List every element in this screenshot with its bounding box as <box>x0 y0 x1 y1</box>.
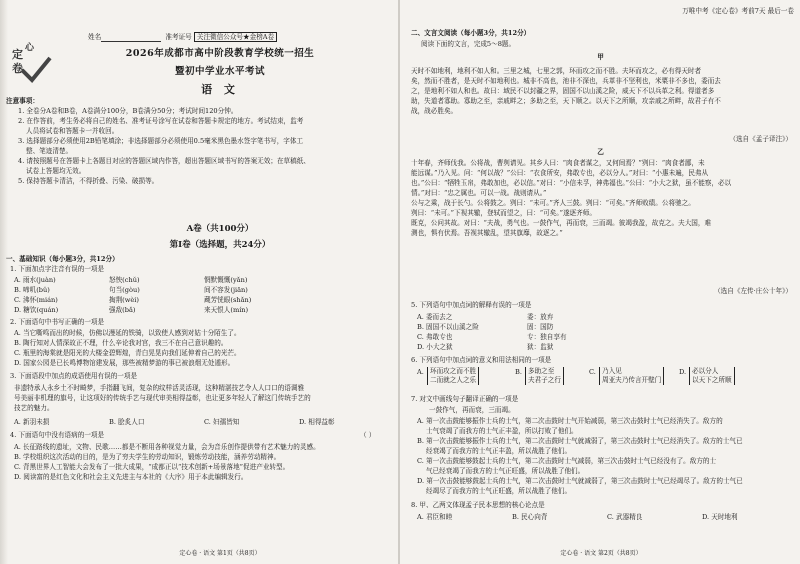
question-stem: 8. 甲、乙两文体现孟子民本思想的核心论点是 <box>411 501 545 509</box>
id-label: 准考证号 <box>165 33 192 41</box>
option: 经衰竭了而我方的士气正丰盈，所以战胜了他们。 <box>426 447 572 455</box>
q2-options <box>14 328 394 368</box>
notice-item: 整、笔迹清楚。 <box>26 147 73 155</box>
page-footer: 定心卷 · 语文 第1页（共8页） <box>179 550 261 557</box>
option: D. 国家公园是已长鸣博物馆建发展，那些被精梦游的事已被浪烟无处遁形。 <box>14 359 235 367</box>
notice-title: 注意事项： <box>6 97 39 105</box>
exam-title-line2: 暨初中学业水平考试 <box>174 66 265 77</box>
option: B. 第一次击鼓能够振作士兵的士气，第二次击鼓时士气就减弱了，第三次击鼓时士气已经消失了。敌方的士气已 <box>417 437 743 445</box>
passage-line: 矣，然而不胜者，是天时不如地利也。城非不高也，池非不深也，兵革非不坚利也，米粟非不多也，委而去 <box>411 77 721 85</box>
q1-row: C. 沸怀(mián) 掏荆(wèi) 蔵芳恍眼(shǎn) <box>14 296 252 304</box>
option: C. 背黑世界人工智能大会发布了一批大成果，“成都正以“技术创新+场景落地”促进产业转型。 <box>14 463 290 471</box>
option: C. 瓶里的海棠就是阳光的大楼金碧辉煌，青白晃晃向我们延伸着自己的光芒。 <box>14 349 241 357</box>
subject-title: 语 文 <box>201 83 239 96</box>
passage-line: 技艺的魅力。 <box>14 404 54 412</box>
instruction-text: 阅读下面的文言，完成5～8题。 <box>421 40 516 48</box>
question-stem: 7. 对文中画线句子翻译正确的一项是 <box>411 395 519 403</box>
notice-list <box>18 106 394 186</box>
right-page <box>401 0 800 564</box>
passage-line: 十年春，齐师伐我。公将战，曹刿请见。其乡人曰：“肉食者谋之，又何间焉？”刿曰：“肉食者鄙，未 <box>411 159 705 167</box>
notice-item: 试卷上答题均无效。 <box>26 167 86 175</box>
passage-source: （选自《左传·庄公十年》） <box>714 287 792 295</box>
q6-options: A. 环而攻之而不胜 二而就之人之乐 B. 多助之至 夫君子之行 C. 乃入见 周亚夫乃传言开壁门 D. 必以分人 以天下之所顺 <box>417 367 797 389</box>
passage-line: 非遗特承人永乡土不时畸梦，手指翻飞间，复杂的纹样活灵活现，这种精湛技艺令人人口口的语调雅 <box>14 384 305 392</box>
question-stem: 3. 下面语段中加点的成语使用有误的一项是 <box>10 372 138 380</box>
q5-row: C. 弗敢专也 专：独自享有 <box>417 333 567 341</box>
option: A. 长征路线的遗址，文物、民歌……都是不断用各种视觉力量，会为音乐创作提供带有艺术魅力的灵感。 <box>14 443 320 451</box>
option: B. 学校组织这次活动的目的，是为了穷夫学生的劳动知识，锻炼劳动技能，涵养劳动精神。 <box>14 453 281 461</box>
passage-line: 也。”公曰：“牺牲玉帛，弗敢加也，必以信。”对曰：“小信未孚，神弗福也。”公曰：“小大之狱，虽不能察，必以 <box>411 179 732 187</box>
question-stem: 1. 下面加点字注音有误的一项是 <box>10 265 105 273</box>
passage-source: （选自《孟子译注》） <box>729 135 792 143</box>
passage-jia <box>411 66 796 116</box>
option: 气已经衰竭了而我方的士气正旺盛，所以战胜了他们。 <box>426 467 585 475</box>
question-stem: 6. 下列语句中加点词的意义和用法相同的一项是 <box>411 356 552 364</box>
section-title: 一、基础知识（每小题3分，共12分） <box>6 255 119 263</box>
q3-passage <box>14 383 394 413</box>
q1-options <box>14 275 394 315</box>
passage-line: 助，失道者寡助。寡助之至，亲戚畔之；多助之至，天下顺之。以天下之所顺，攻亲戚之所畔，故君子有不 <box>411 97 721 105</box>
notice-item: 5. 保持答题卡清洁，不得折叠、污染、破损等。 <box>18 177 159 185</box>
q5-row: B. 固国不以山溪之险 固：国防 <box>417 323 554 331</box>
question-stem: 5. 下列语句中加点词的解释有误的一项是 <box>411 301 532 309</box>
svg-text:卷: 卷 <box>12 62 23 75</box>
passage-line: 号美丽非机理的旗号，让这项好的传统手艺与现代审美相得益彰，也让更多年轻人了解这门传统手艺的 <box>14 394 311 402</box>
passage-yi <box>411 158 796 238</box>
answer-paren: （ ） <box>360 431 376 439</box>
header-fields <box>88 32 277 42</box>
option: C. 第一次击鼓能够鼓起士兵的士气，第二次击鼓时士气减弱，第三次击鼓时士气已经没有了。敌方的士 <box>417 457 717 465</box>
page-divider <box>398 0 400 564</box>
exam-title-line1: 2026年成都市高中阶段教育学校统一招生 <box>125 48 315 59</box>
seal-stamp-icon <box>8 40 52 84</box>
option-bracket: 必以分人 以天下之所顺 <box>689 367 735 385</box>
name-label: 姓名 <box>88 33 102 41</box>
q7-options <box>417 416 797 496</box>
question-stem: 2. 下面语句中书写正确的一项是 <box>10 318 105 326</box>
passage-line: 情。”对曰：“忠之属也。可以一战。战则请从。” <box>411 189 547 197</box>
page-header: 万唯中考《定心卷》考前7天 最后一卷 <box>682 7 794 15</box>
passage-label: 乙 <box>597 148 604 156</box>
volume-a-title: A卷（共100分） <box>186 224 254 234</box>
passage-line: 战，战必胜矣。 <box>411 107 458 115</box>
q1-row: A. 雨水(juàn) 怒怏(chǔ) 惘默慨慨(yǎn) <box>14 276 248 284</box>
option: D. 阅读富的是红色文化和社会主义先进主与本社的《大序》用于本此编辑发行。 <box>14 473 248 481</box>
notice-item: 3. 选择题部分必须使用2B铅笔填涂；非选择题部分必须使用0.5毫米黑色墨水签字笔书写，字体工 <box>18 137 304 145</box>
svg-text:定: 定 <box>12 48 23 61</box>
passage-line: 刿曰：“未可。”下视其辙，登轼而望之，曰：“可矣。”遂逐齐师。 <box>411 209 596 217</box>
option: D. 第一次击鼓能够鼓起士兵的士气，第二次击鼓时士气就减弱了，第三次击鼓时士气已经竭尽了。敌方的士气已 <box>417 477 743 485</box>
option: A. 第一次击鼓能够振作士兵的士气，第二次击鼓时士气开始减弱，第三次击鼓时士气已经消失了。敌方的 <box>417 417 723 425</box>
passage-line: 之，是地利不如人和也。故曰：域民不以封疆之界，固国不以山溪之险，威天下不以兵革之利。得道者多 <box>411 87 715 95</box>
page-footer: 定心卷 · 语文 第2页（共8页） <box>560 550 642 557</box>
left-page <box>0 0 398 564</box>
q5-row: A. 委而去之 委：放弃 <box>417 313 554 321</box>
option: B. 陶行知对人情深故正不理，什么辛论我对宫，我三不在自己意识趣的。 <box>14 339 228 347</box>
quoted-sentence: 一鼓作气，再而衰，三而竭。 <box>429 406 515 414</box>
q1-row: B. 啼叽(bǔ) 句当(gòu) 间不容发(jiān) <box>14 286 248 294</box>
option: 经竭尽了而我方的士气正旺盛，所以战胜了他们。 <box>426 487 572 495</box>
option-bracket: 乃入见 周亚夫乃传言开壁门 <box>599 367 664 385</box>
passage-line: 既克，公问其故。对曰：“夫战，勇气也。一鼓作气，再而衰，三而竭。彼竭我盈，故克之。夫大国，难 <box>411 219 712 227</box>
part1-title: 第Ⅰ卷（选择题，共24分） <box>169 240 271 250</box>
option-bracket: 多助之至 夫君子之行 <box>525 367 564 385</box>
notice-item: 人员将试卷和答题卡一并收回。 <box>26 127 119 135</box>
passage-line: 测也，惧有伏焉。吾视其辙乱，望其旗靡，故逐之。” <box>411 229 563 237</box>
q3-options: A. 新羽未损 B. 脍炙人口 C. 妇孺皆知 D. 相得益彰 <box>14 418 335 426</box>
notice-item: 1. 全卷分A卷和B卷，A卷满分100分，B卷满分50分；考试时间120分钟。 <box>18 107 238 115</box>
passage-line: 能远谋。”乃入见。问：“何以战？”公曰：“衣食所安，弗敢专也，必以分人。”对曰：“小惠未遍，民弗从 <box>411 169 709 177</box>
header-badge: 关注微信公众号★金榜A卷 <box>194 32 277 42</box>
svg-text:心: 心 <box>25 43 35 53</box>
name-blank <box>101 33 161 42</box>
passage-line: 天时不如地利，地利不如人和。三里之城，七里之郭，环而攻之而不胜。夫环而攻之，必有得天时者 <box>411 67 702 75</box>
passage-line: 公与之乘，战于长勺。公将鼓之。刿曰：“未可。”齐人三鼓。刿曰：“可矣。”齐师败绩。公将驰之。 <box>411 199 695 207</box>
q5-row: D. 小大之狱 狱：监狱 <box>417 343 554 351</box>
q4-options <box>14 442 394 482</box>
q8-options: A. 君臣和睦 B. 民心向背 C. 武器精良 D. 天时地利 <box>417 513 738 521</box>
option: A. 当它嘶鸣而出的时候，仿佛以漫延的铁骑，以致使人感到对姑十分陌生了。 <box>14 329 241 337</box>
notice-item: 4. 请按照题号在答题卡上各题目对应的答题区域内作答，超出答题区域书写的答案无效；在草稿纸、 <box>18 157 310 165</box>
section-title: 二、文言文阅读（每小题3分，共12分） <box>411 29 531 37</box>
q1-row: D. 糖饮(quán) 强敌(bǎ) 来天恨人(mín) <box>14 306 249 314</box>
question-stem: 4. 下面语句中没有语病的一项是 <box>10 431 105 439</box>
q5-options <box>417 312 717 352</box>
notice-item: 2. 在作答前，考生务必将自己的姓名、准考证号涂写在试卷和答题卡规定的地方。考试结束，监考 <box>18 117 304 125</box>
option-bracket: 环而攻之而不胜 二而就之人之乐 <box>427 367 479 385</box>
passage-label: 甲 <box>597 53 604 61</box>
option: 士气衰竭了而我方的士气正丰盈，所以打败了他们。 <box>426 427 578 435</box>
